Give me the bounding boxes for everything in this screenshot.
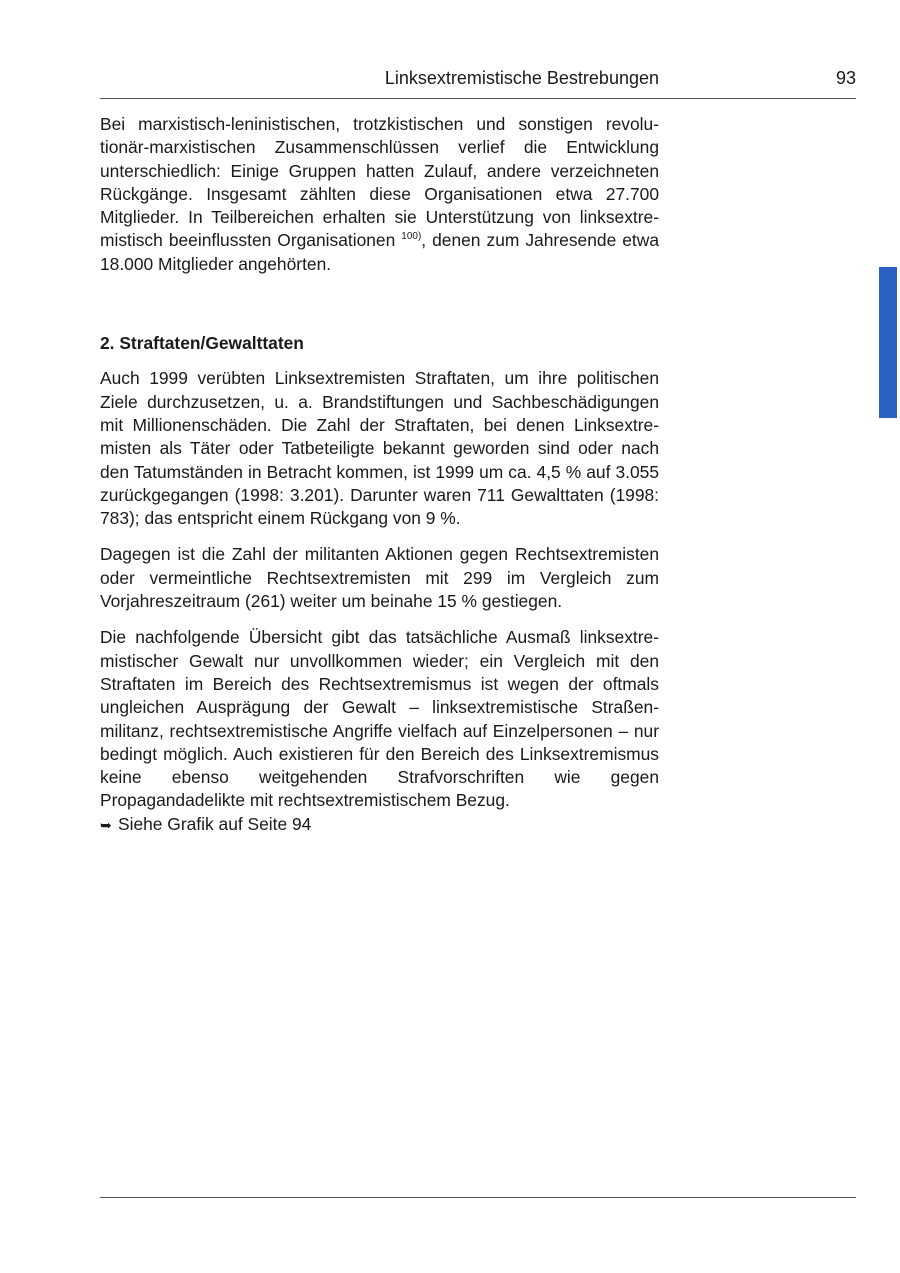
footer-divider [100, 1197, 856, 1198]
paragraph-membership-text-b: , denen zum Jahresende etwa 18.000 Mitglieder angehörten. [100, 230, 659, 274]
paragraph-militant-actions: Dagegen ist die Zahl der militanten Aktionen gegen Rechtsextremisten oder vermeintliche Rechtsextremisten mit 299 im Vergleich zum Vorjahreszeitraum (261) weiter um beinahe 15 % gestiegen. [100, 544, 659, 612]
see-graphic-reference-label: Siehe Grafik auf Seite 94 [118, 813, 312, 834]
page-number: 93 [835, 68, 856, 88]
paragraph-membership-text-a: Bei marxistisch-leninistischen, trotzkistischen und sonstigen revolutionär-marxistischen Zusammenschlüssen verlief die Entwicklung unterschiedlich: Einige Gruppen hatten Zulauf, andere verzeichneten Rückgänge. Insgesamt zählten diese Organisationen etwa 27.700 Mitglieder. In Teilbereichen erhalten sie Unterstützung von linksextremistisch beeinflussten Organisationen [100, 114, 659, 251]
section-heading: 2. Straftaten/Gewalttaten [100, 333, 304, 354]
running-title: Linksextremistische Bestrebungen [384, 68, 659, 88]
paragraph-overview: Die nachfolgende Übersicht gibt das tatsächliche Ausmaß linksextremistischer Gewalt nur unvollkommen wieder; ein Vergleich mit den Straftaten im Bereich des Rechtsextremismus ist wegen der oftmals ungleichen Ausprägung der Gewalt – linksextremistische Straßenmilitanz, rechtsextremistische Angriffe vielfach auf Einzelpersonen – nur bedingt möglich. Auch existieren für den Bereich des Linksextremismus keine ebenso weitgehenden Strafvorschriften wie gegen Propagandadelikte mit rechtsextremistischem Bezug. [100, 627, 659, 811]
chapter-tab-marker [879, 267, 897, 418]
running-header [100, 66, 856, 99]
footnote-ref-100[interactable]: 100) [401, 231, 422, 243]
paragraph-offences: Auch 1999 verübten Linksextremisten Straftaten, um ihre politischen Ziele durchzusetzen, u. a. Brandstiftungen und Sachbeschädigungen mit Millionenschäden. Die Zahl der Straftaten, bei denen Linksextremisten als Täter oder Tatbeteiligte bekannt geworden sind oder nach den Tatumständen in Betracht kommen, ist 1999 um ca. 4,5 % auf 3.055 zurückgegangen (1998: 3.201). Darunter waren 711 Gewalttaten (1998: 783); das entspricht einem Rückgang von 9 %. [100, 368, 659, 529]
see-graphic-reference[interactable] [100, 813, 659, 837]
paragraph-membership [100, 113, 659, 276]
arrow-right-icon: ➥ [100, 816, 112, 833]
page-body [100, 113, 659, 837]
